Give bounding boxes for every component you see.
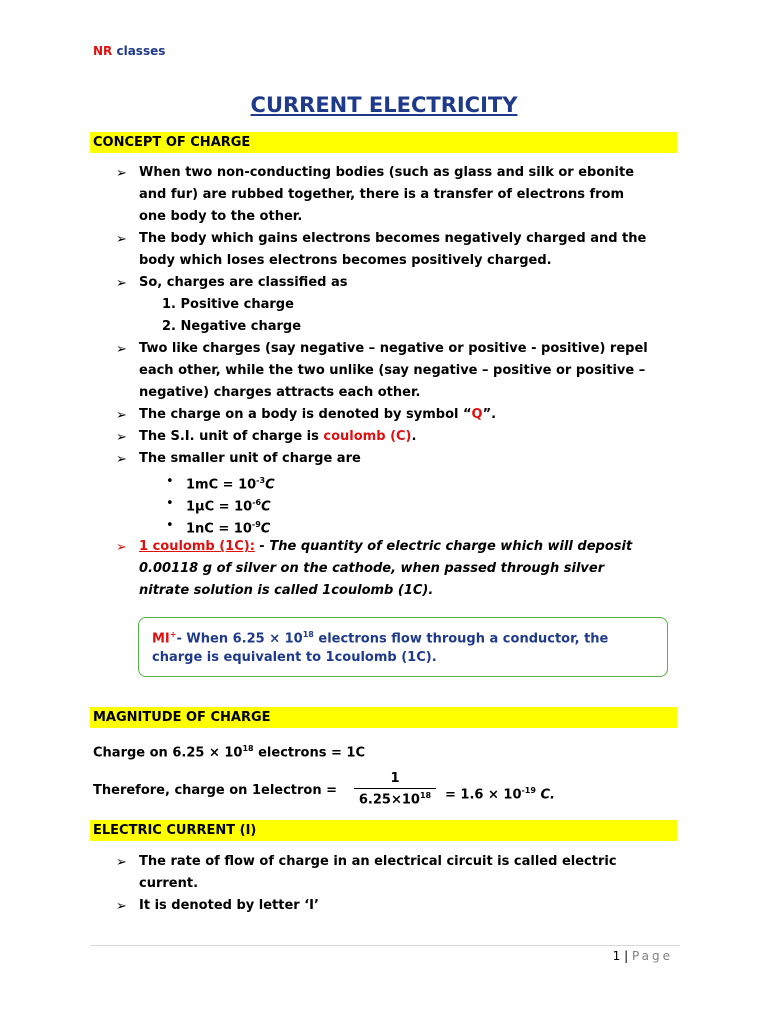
electron-charge-fraction [350,771,440,807]
arrow-bullet: ➢ [116,452,127,467]
coulomb-definition-line: 0.00118 g of silver on the cathode, when passed through silver [139,561,605,576]
arrow-bullet: ➢ [116,232,127,247]
concept-line: negative) charges attracts each other. [139,385,421,400]
concept-line: The smaller unit of charge are [139,451,361,466]
arrow-bullet: ➢ [116,166,127,181]
concept-line: 2. Negative charge [162,319,302,334]
current-line: It is denoted by letter ‘I’ [139,898,319,913]
concept-line: each other, while the two unlike (say negative – positive or positive – [139,363,646,378]
symbol-q: Q [471,407,483,422]
arrow-bullet: ➢ [116,899,127,914]
concept-line: one body to the other. [139,209,303,224]
coulomb-definition-line: nitrate solution is called 1coulomb (1C). [139,583,434,598]
dot-bullet: • [166,474,174,489]
brand-classes: classes [116,44,166,58]
mi-label: MI [152,631,170,647]
coulomb-term: 1 coulomb (1C): [139,539,255,554]
callout-line: charge is equivalent to 1coulomb (1C). [152,650,437,665]
footer-separator: | [624,949,629,963]
fraction-numerator: 1 [390,771,400,786]
concept-line: When two non-conducting bodies (such as glass and silk or ebonite [139,165,635,180]
concept-line: The body which gains electrons becomes negatively charged and the [139,231,647,246]
coulomb-definition: 1 coulomb (1C): - The quantity of electric charge which will deposit [139,539,633,554]
arrow-bullet: ➢ [116,342,127,357]
concept-line: The charge on a body is denoted by symbol “Q”. [139,407,497,422]
footer-divider [90,945,680,946]
current-line: current. [139,876,199,891]
concept-line: Two like charges (say negative – negative or positive - positive) repel [139,341,648,356]
concept-line: body which loses electrons becomes positively charged. [139,253,552,268]
concept-line: and fur) are rubbed together, there is a transfer of electrons from [139,187,625,202]
arrow-bullet: ➢ [116,430,127,445]
dot-bullet: • [166,518,174,533]
arrow-bullet: ➢ [116,855,127,870]
fraction-denominator: $6.25\times 10^{18}$ [358,791,432,808]
section-heading-current: ELECTRIC CURRENT (I) [90,820,677,841]
concept-line: The S.I. unit of charge is coulomb (C). [139,429,417,444]
brand-header [93,44,165,58]
concept-line: So, charges are classified as [139,275,348,290]
magnitude-line-a: Therefore, charge on 1electron = [93,783,338,798]
arrow-bullet: ➢ [116,408,127,423]
unit-item: $1nC = 10^{-9}C$ [186,520,271,537]
section-heading-magnitude: MAGNITUDE OF CHARGE [90,707,677,728]
page-number: 1 [612,949,621,963]
section-heading-concept: CONCEPT OF CHARGE [90,132,677,153]
dot-bullet: • [166,496,174,511]
page-title: CURRENT ELECTRICITY [250,93,518,117]
magnitude-line: Charge on $6.25 \times 10^{18}$ electrons = 1C [93,744,365,761]
callout-line: MI+- When $6.25 \times 10^{18}$ electrons flow through a conductor, the [152,630,609,647]
page-label: Page [631,949,673,963]
magnitude-line-b: = $1.6 \times 10^{-19}$ C. [445,786,555,803]
arrow-bullet: ➢ [116,276,127,291]
current-line: The rate of flow of charge in an electrical circuit is called electric [139,854,617,869]
si-unit: coulomb (C) [323,429,412,444]
concept-line: 1. Positive charge [162,297,294,312]
fraction-bar [354,788,436,789]
page-footer [613,949,673,963]
arrow-bullet: ➢ [116,540,127,555]
unit-item: $1\mu C = 10^{-6}C$ [186,498,271,515]
unit-item: $1mC = 10^{-3}C$ [186,476,275,493]
brand-nr: NR [93,44,113,58]
